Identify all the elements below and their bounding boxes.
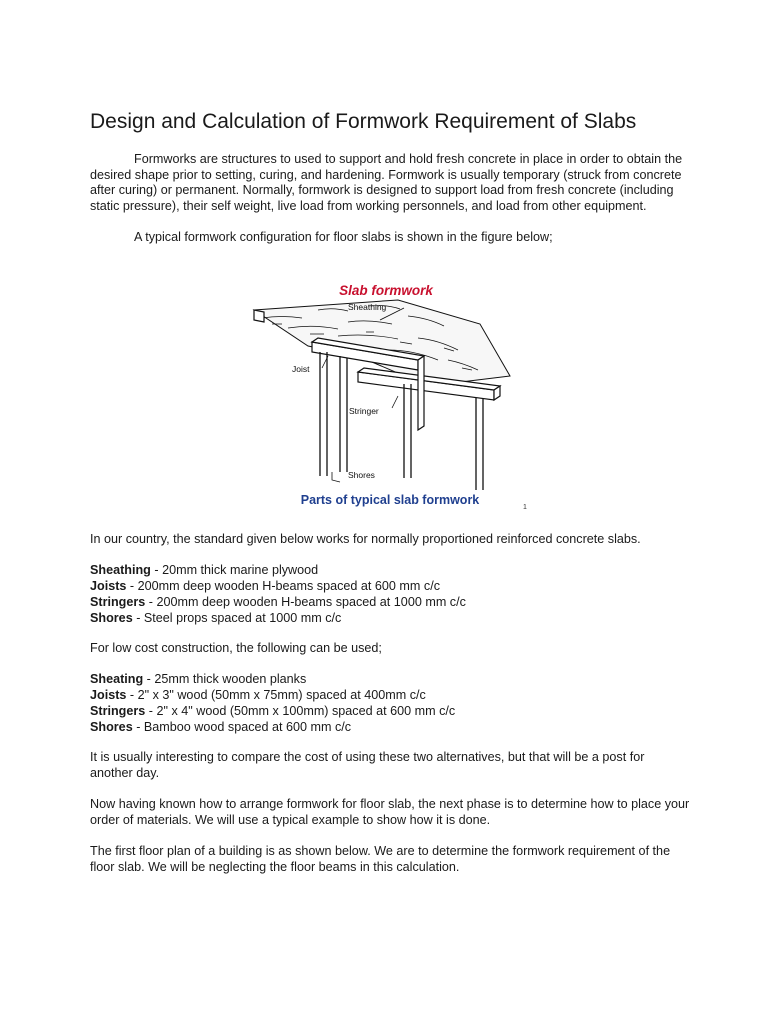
floor-plan-paragraph: The first floor plan of a building is as shown below. We are to determine the formwork requirement of the floor slab. We will be neglecting the floor beams in this calculation. [90,844,671,874]
spec-desc: - 200mm deep wooden H-beams spaced at 600 mm c/c [126,579,441,593]
spec-term: Sheating [90,672,144,686]
page-title: Design and Calculation of Formwork Requirement of Slabs [90,110,637,133]
spec-term: Shores [90,720,133,734]
spec-item [90,594,690,610]
figure-caption: Parts of typical slab formwork [300,493,480,507]
spec-item [90,610,690,626]
footnote-mark: 1 [523,504,527,511]
spec-term: Sheathing [90,563,151,577]
next-phase-paragraph: Now having known how to arrange formwork for floor slab, the next phase is to determine how to place your order of materials. We will use a typical example to show how it is done. [90,797,690,827]
spec-item [90,562,690,578]
compare-paragraph: It is usually interesting to compare the cost of using these two alternatives, but that will be a post for another day. [90,750,645,780]
slab-formwork-figure [248,276,520,516]
standard-intro-paragraph: In our country, the standard given below works for normally proportioned reinforced concrete slabs. [90,532,641,546]
spec-term: Shores [90,611,133,625]
spec-desc: - 20mm thick marine plywood [150,563,319,577]
label-sheathing: Sheathing [348,302,387,312]
label-shores: Shores [348,470,375,480]
spec-item [90,671,690,687]
spec-desc: - Bamboo wood spaced at 600 mm c/c [132,720,352,734]
label-joist: Joist [292,364,310,374]
figure-title: Slab formwork [339,283,433,298]
figure-intro-paragraph: A typical formwork configuration for floor slabs is shown in the figure below; [134,230,553,244]
spec-item [90,578,690,594]
spec-item [90,703,690,719]
spec-desc: - Steel props spaced at 1000 mm c/c [132,611,342,625]
spec-desc: - 200mm deep wooden H-beams spaced at 1000 mm c/c [145,595,466,609]
intro-paragraph: Formworks are structures to used to support and hold fresh concrete in place in order to obtain the desired shape prior to setting, curing, and hardening. Formwork is usually temporary (struck from concrete after curing) or permanent. Normally, formwork is designed to support load from fresh concrete (including static pressure), their self weight, live load from working personnels, and load from other equipment. [90,152,683,213]
low-cost-spec-list [90,671,690,735]
spec-desc: - 25mm thick wooden planks [143,672,307,686]
spec-term: Joists [90,579,127,593]
spec-desc: - 2" x 3" wood (50mm x 75mm) spaced at 400mm c/c [126,688,426,702]
spec-item [90,719,690,735]
standard-spec-list [90,562,690,626]
slab-formwork-illustration [248,276,520,516]
stringer-beam [418,356,424,430]
spec-item [90,687,690,703]
label-stringer: Stringer [349,406,379,416]
spec-term: Joists [90,688,127,702]
low-cost-intro-paragraph: For low cost construction, the following can be used; [90,641,382,655]
spec-term: Stringers [90,595,146,609]
spec-desc: - 2" x 4" wood (50mm x 100mm) spaced at 600 mm c/c [145,704,456,718]
spec-term: Stringers [90,704,146,718]
